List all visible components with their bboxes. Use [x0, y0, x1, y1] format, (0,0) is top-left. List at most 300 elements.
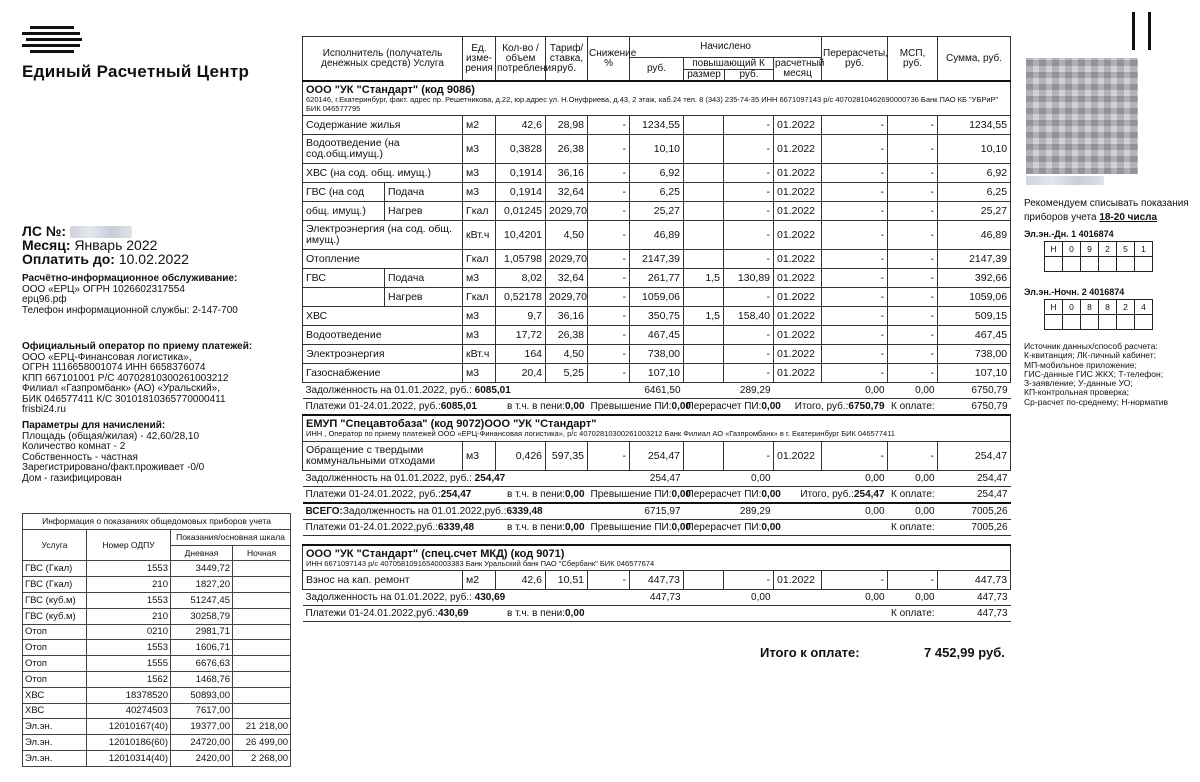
summary-cell: [588, 399, 691, 416]
total-msp: 0,00: [888, 470, 938, 486]
sum-cell: 6,25: [938, 183, 1011, 202]
recalc-pi-value: 0,00: [761, 401, 781, 412]
recalc-pi-label: Перерасчет ПИ:: [686, 521, 762, 533]
summary-cell: [684, 486, 781, 503]
odpu-day: 3449,72: [171, 561, 233, 577]
raise-size-cell: [684, 183, 724, 202]
params-header: Параметры для начислений:: [22, 420, 166, 431]
recalc-cell: -: [822, 202, 888, 221]
section-requisites: ИНН 6671097143 р/с 40705810916540003383 Банк Уральский банк ПАО "Сбербанк" БИК 046577674: [306, 558, 655, 568]
raise-rub-cell: -: [724, 364, 774, 383]
odpu-number: 1553: [87, 561, 171, 577]
service-name: Электроэнергия: [303, 345, 463, 364]
odpu-number: 40274503: [87, 703, 171, 719]
h-rub: руб.: [630, 58, 684, 82]
odpu-night: [233, 561, 291, 577]
raise-rub-cell: -: [724, 250, 774, 269]
tariff-cell: 32,64: [546, 269, 588, 288]
reduction-cell: -: [588, 345, 630, 364]
section-title: ЕМУП "Спецавтобаза" (код 9072)ООО "УК "Стандарт": [306, 418, 597, 430]
debt-label: Задолженность на 01.01.2022, руб.:: [305, 385, 472, 396]
recommend-line: Рекомендуем списывать показания: [1024, 198, 1189, 209]
service-subtype: Подача: [385, 183, 463, 202]
qty-cell: 8,02: [496, 269, 546, 288]
accrued-cell: 2147,39: [630, 250, 684, 269]
msp-cell: -: [888, 364, 938, 383]
total-sum: 254,47: [938, 470, 1011, 486]
qty-cell: 42,6: [496, 116, 546, 135]
month-cell: 01.2022: [774, 269, 822, 288]
odpu-number: 12010186(60): [87, 735, 171, 751]
total-recalc: 0,00: [774, 470, 888, 486]
odpu-night: [233, 656, 291, 672]
service-subtype: Нагрев: [385, 202, 463, 221]
sum-cell: 46,89: [938, 221, 1011, 250]
meter-digit: 9: [1081, 242, 1099, 257]
summary-cell: [496, 486, 588, 503]
unit-cell: м3: [463, 441, 496, 470]
service-row: [303, 135, 1011, 164]
odpu-night: 26 499,00: [233, 735, 291, 751]
qty-cell: 0,01245: [496, 202, 546, 221]
itog-value: 6750,79: [848, 401, 885, 412]
odpu-row: [23, 735, 291, 751]
summary-cell: [303, 606, 496, 622]
debt-value: 6085,01: [474, 385, 511, 396]
month-cell: 01.2022: [774, 288, 822, 307]
service-row: [303, 288, 1011, 307]
month-cell: 01.2022: [774, 250, 822, 269]
raise-size-cell: [684, 116, 724, 135]
h-month: расчетный месяц: [775, 58, 825, 79]
summary-cell: [303, 503, 588, 520]
service-subtype: Подача: [385, 269, 463, 288]
recalc-pi-label: Перерасчет ПИ:: [686, 488, 762, 500]
summary-row: [303, 519, 1011, 535]
accrued-cell: 6,92: [630, 164, 684, 183]
odpu-day: 2420,00: [171, 750, 233, 766]
odpu-number: 1555: [87, 656, 171, 672]
total-raise: 289,29: [684, 383, 774, 399]
raise-size-cell: [684, 326, 724, 345]
params-line: Дом - газифицирован: [22, 472, 122, 484]
sum-cell: 392,66: [938, 269, 1011, 288]
odpu-night: [233, 608, 291, 624]
invoice-table: [302, 36, 1011, 622]
h-raising: повышающий К: [684, 59, 773, 70]
raise-rub-cell: -: [724, 202, 774, 221]
qty-cell: 0,1914: [496, 164, 546, 183]
service-row: [303, 345, 1011, 364]
meter-day-label: Эл.эн.-Дн. 1 4016874: [1024, 229, 1114, 239]
summary-cell: [303, 470, 588, 486]
service-line: Телефон информационной службы: 2-147-700: [22, 304, 238, 316]
odpu-day: 1606,71: [171, 640, 233, 656]
raise-size-cell: [684, 364, 724, 383]
accrued-cell: 467,45: [630, 326, 684, 345]
odpu-service: Эл.эн.: [23, 735, 87, 751]
unit-cell: м3: [463, 164, 496, 183]
service-row: [303, 202, 1011, 221]
meter-digit: Н: [1045, 242, 1063, 257]
tariff-cell: 2029,70: [546, 250, 588, 269]
unit-cell: м3: [463, 307, 496, 326]
summary-cell: [303, 519, 496, 535]
tariff-cell: 28,98: [546, 116, 588, 135]
debt-label: Задолженность на 01.01.2022, руб.:: [305, 592, 472, 603]
msp-cell: -: [888, 202, 938, 221]
meter-digit: 5: [1117, 242, 1135, 257]
raise-size-cell: [684, 571, 724, 590]
total-sum: 447,73: [938, 590, 1011, 606]
itog-value: 254,47: [853, 488, 885, 500]
service-name: Обращение с твердыми коммунальными отходами: [303, 441, 463, 470]
raise-rub-cell: -: [724, 183, 774, 202]
raise-size-cell: [684, 345, 724, 364]
summary-cell: [303, 590, 588, 606]
month-cell: 01.2022: [774, 441, 822, 470]
service-row: [303, 364, 1011, 383]
total-raise: 0,00: [684, 590, 774, 606]
odpu-day: 1468,76: [171, 671, 233, 687]
sum-cell: 10,10: [938, 135, 1011, 164]
raise-size-cell: 1,5: [684, 307, 724, 326]
service-row: [303, 164, 1011, 183]
odpu-service: Отоп: [23, 640, 87, 656]
sum-cell: 447,73: [938, 571, 1011, 590]
odpu-night: [233, 671, 291, 687]
odpu-service: Эл.эн.: [23, 719, 87, 735]
service-row: [303, 250, 1011, 269]
unit-cell: кВт.ч: [463, 221, 496, 250]
service-row: [303, 221, 1011, 250]
reduction-cell: -: [588, 221, 630, 250]
grand-total-value: 7 452,99 руб.: [924, 645, 1005, 660]
service-row: [303, 183, 1011, 202]
raise-rub-cell: -: [724, 326, 774, 345]
month-cell: 01.2022: [774, 326, 822, 345]
raise-size-cell: [684, 202, 724, 221]
service-line: ерц96.рф: [22, 294, 67, 305]
payments-label: Платежи 01-24.01.2022, руб.:: [305, 488, 441, 500]
raise-rub-cell: -: [724, 345, 774, 364]
month-cell: 01.2022: [774, 307, 822, 326]
odpu-service: ГВС (куб.м): [23, 592, 87, 608]
legend-line: К-квитанция; ЛК-личный кабинет;: [1024, 350, 1156, 361]
summary-row: [303, 606, 1011, 622]
odpu-service: ГВС (куб.м): [23, 608, 87, 624]
odpu-day: 6676,63: [171, 656, 233, 672]
raise-rub-cell: -: [724, 164, 774, 183]
payments-value: 6339,48: [437, 521, 475, 533]
recalc-cell: -: [822, 288, 888, 307]
meter-digit: 8: [1081, 300, 1099, 315]
recalc-cell: -: [822, 250, 888, 269]
odpu-h-readings: Показания/основная шкала: [171, 529, 291, 545]
accrued-cell: 10,10: [630, 135, 684, 164]
to-pay-label: К оплате:: [888, 486, 938, 503]
operator-line: ООО «ЕРЦ-Финансовая логистика»,: [22, 351, 192, 363]
payments-label: Платежи 01-24.01.2022,руб.:: [305, 608, 438, 619]
odpu-service: ХВС: [23, 703, 87, 719]
msp-cell: -: [888, 326, 938, 345]
accrued-cell: 25,27: [630, 202, 684, 221]
odpu-night: 2 268,00: [233, 750, 291, 766]
service-row: [303, 571, 1011, 590]
meter-digit: 8: [1099, 300, 1117, 315]
service-row: [303, 326, 1011, 345]
payments-value: 6085,01: [440, 401, 477, 412]
odpu-row: [23, 671, 291, 687]
odpu-h-night: Ночная: [233, 545, 291, 561]
legend-line: ГИС-данные ГИС ЖКХ; Т-телефон;: [1024, 368, 1164, 379]
total-raise: 289,29: [684, 503, 774, 520]
penalty-label: в т.ч. в пени:: [506, 608, 566, 619]
service-row: [303, 307, 1011, 326]
odpu-night: 21 218,00: [233, 719, 291, 735]
to-pay-value: 447,73: [938, 606, 1011, 622]
tariff-cell: 4,50: [546, 221, 588, 250]
total-accrued: 6715,97: [588, 503, 684, 520]
sum-cell: 1059,06: [938, 288, 1011, 307]
total-msp: 0,00: [888, 590, 938, 606]
sum-cell: 509,15: [938, 307, 1011, 326]
corner-marker-icon: [1132, 12, 1156, 57]
params-line: Собственность - частная: [22, 451, 138, 463]
meter-digit: 0: [1063, 242, 1081, 257]
qty-cell: 20,4: [496, 364, 546, 383]
odpu-day: 2981,71: [171, 624, 233, 640]
unit-cell: кВт.ч: [463, 345, 496, 364]
service-row: [303, 269, 1011, 288]
msp-cell: -: [888, 250, 938, 269]
excess-label: Превышение ПИ:: [590, 488, 672, 500]
service-name: Электроэнергия (на сод. общ. имущ.): [303, 221, 463, 250]
accrued-cell: 46,89: [630, 221, 684, 250]
odpu-night: [233, 703, 291, 719]
operator-line: Филиал «Газпромбанк» (АО) «Уральский»,: [22, 383, 221, 394]
meter-night-label: Эл.эн.-Ночн. 2 4016874: [1024, 287, 1125, 297]
service-name: [303, 288, 385, 307]
accrued-cell: 447,73: [630, 571, 684, 590]
reduction-cell: -: [588, 116, 630, 135]
debt-value: 430,69: [474, 592, 506, 603]
month-cell: 01.2022: [774, 571, 822, 590]
odpu-row: [23, 624, 291, 640]
raise-rub-cell: -: [724, 571, 774, 590]
summary-row: [303, 470, 1011, 486]
odpu-row: [23, 750, 291, 766]
section-requisites: ИНН , Оператор по приему платежей ООО «ЕРЦ-Финансовая логистика», р/с 40702810300261003212 Банк Филиал АО «Газпромбанк» в г. Екатеринбург БИК 046577411: [306, 429, 895, 438]
raise-rub-cell: -: [724, 441, 774, 470]
qty-cell: 10,4201: [496, 221, 546, 250]
msp-cell: -: [888, 571, 938, 590]
raise-size-cell: [684, 135, 724, 164]
unit-cell: м3: [463, 326, 496, 345]
sum-cell: 467,45: [938, 326, 1011, 345]
qty-cell: 17,72: [496, 326, 546, 345]
month-cell: 01.2022: [774, 183, 822, 202]
odpu-service: Эл.эн.: [23, 750, 87, 766]
tariff-cell: 32,64: [546, 183, 588, 202]
qty-cell: 0,3828: [496, 135, 546, 164]
msp-cell: -: [888, 116, 938, 135]
odpu-number: 210: [87, 608, 171, 624]
raise-size-cell: [684, 164, 724, 183]
odpu-row: [23, 656, 291, 672]
odpu-row: [23, 577, 291, 593]
odpu-day: 1827,20: [171, 577, 233, 593]
qty-cell: 0,52178: [496, 288, 546, 307]
to-pay-label: К оплате:: [888, 606, 938, 622]
summary-cell: [684, 519, 781, 535]
qr-code-icon: [1026, 58, 1138, 174]
service-name: Отопление: [303, 250, 463, 269]
h-unit: Ед. изме- рения: [463, 37, 496, 82]
operator-line: ОГРН 1116658001074 ИНН 6658376074: [22, 362, 206, 373]
reduction-cell: -: [588, 250, 630, 269]
reduction-cell: -: [588, 269, 630, 288]
params-line: Площадь (общая/жилая) - 42,60/28,10: [22, 430, 200, 442]
odpu-service: ХВС: [23, 687, 87, 703]
penalty-value: 0,00: [565, 488, 585, 500]
total-sum: 7005,26: [938, 503, 1011, 520]
operator-line: frisbi24.ru: [22, 404, 66, 415]
odpu-service: Отоп: [23, 656, 87, 672]
unit-cell: м3: [463, 135, 496, 164]
unit-cell: Гкал: [463, 288, 496, 307]
odpu-row: [23, 592, 291, 608]
service-row: [303, 441, 1011, 470]
month-cell: 01.2022: [774, 364, 822, 383]
pay-by-label: Оплатить до:: [22, 251, 115, 267]
raise-size-cell: [684, 250, 724, 269]
recalc-cell: -: [822, 326, 888, 345]
accrued-cell: 1234,55: [630, 116, 684, 135]
to-pay-value: 254,47: [938, 486, 1011, 503]
params-line: Зарегистрировано/факт.проживает -0/0: [22, 462, 205, 473]
msp-cell: -: [888, 441, 938, 470]
summary-cell: [303, 399, 496, 416]
raise-rub-cell: 158,40: [724, 307, 774, 326]
section-header: [303, 415, 1011, 441]
legend-line: Источник данных/способ расчета:: [1024, 341, 1158, 351]
tariff-cell: 4,50: [546, 345, 588, 364]
section-requisites: 620146, г.Екатеринбург, факт. адрес пр. Решетникова, д.22, юр.адрес ул. Н.Онуфриева, д.43, 2 этаж, каб.24 тел. 8 (343) 235-74-35 ИНН 6671097143 р/с 40702810462690000736 Банк ПАО КБ "УБРиР" БИК 046577795: [306, 95, 999, 113]
section-title: ООО "УК "Стандарт" (код 9086): [306, 84, 475, 96]
operator-line: БИК 046577411 К/С 30101810365770000411: [22, 393, 226, 405]
odpu-day: 7617,00: [171, 703, 233, 719]
meter-digit: Н: [1045, 300, 1063, 315]
h-executor: Исполнитель (получатель денежных средств) Услуга: [303, 37, 463, 82]
qty-cell: 9,7: [496, 307, 546, 326]
recalc-cell: -: [822, 116, 888, 135]
excess-label: Превышение ПИ:: [590, 521, 672, 533]
month-cell: 01.2022: [774, 221, 822, 250]
service-name: Взнос на кап. ремонт: [303, 571, 463, 590]
h-tariff: Тариф/ ставка, руб.: [546, 37, 588, 82]
accrued-cell: 1059,06: [630, 288, 684, 307]
payments-value: 430,69: [437, 608, 469, 619]
msp-cell: -: [888, 183, 938, 202]
section-title: ООО "УК "Стандарт" (спец.счет МКД) (код 9071): [306, 547, 565, 560]
reduction-cell: -: [588, 135, 630, 164]
odpu-row: [23, 687, 291, 703]
odpu-day: 30258,79: [171, 608, 233, 624]
h-raising-group: [684, 58, 774, 82]
table-cell: [303, 535, 1011, 545]
accrued-cell: 6,25: [630, 183, 684, 202]
summary-row: [303, 503, 1011, 520]
erc-logo-icon: [22, 26, 82, 61]
total-accrued: 6461,50: [588, 383, 684, 399]
msp-cell: -: [888, 164, 938, 183]
penalty-value: 0,00: [565, 401, 585, 412]
odpu-number: 1553: [87, 592, 171, 608]
odpu-night: [233, 577, 291, 593]
msp-cell: -: [888, 135, 938, 164]
to-pay-value: 7005,26: [938, 519, 1011, 535]
odpu-service: Отоп: [23, 671, 87, 687]
tariff-cell: 2029,70: [546, 202, 588, 221]
odpu-night: [233, 687, 291, 703]
odpu-h-number: Номер ОДПУ: [87, 529, 171, 561]
tariff-cell: 26,38: [546, 135, 588, 164]
h-qty: Кол-во / объем потребления: [496, 37, 546, 82]
recalc-cell: -: [822, 364, 888, 383]
tariff-cell: 10,51: [546, 571, 588, 590]
service-name: ХВС: [303, 307, 463, 326]
service-info: [22, 274, 238, 316]
recommendation: [1024, 197, 1189, 225]
service-line: ООО «ЕРЦ» ОГРН 1026602317554: [22, 283, 185, 295]
odpu-h-service: Услуга: [23, 529, 87, 561]
h-reduction: Снижение %: [588, 37, 630, 82]
recalc-cell: -: [822, 345, 888, 364]
excess-value: 0,00: [671, 488, 691, 500]
qty-cell: 42,6: [496, 571, 546, 590]
recalc-pi-label: Перерасчет ПИ:: [686, 401, 762, 412]
unit-cell: м3: [463, 364, 496, 383]
section-header: [303, 81, 1011, 116]
month-value: Январь 2022: [74, 237, 158, 253]
total-debt-label: Задолженность на 01.01.2022,руб.:: [342, 505, 507, 517]
payments-label: Платежи 01-24.01.2022, руб.:: [305, 401, 441, 412]
odpu-service: ГВС (Гкал): [23, 561, 87, 577]
odpu-table: [22, 513, 291, 767]
penalty-label: в т.ч. в пени:: [506, 401, 566, 412]
penalty-value: 0,00: [565, 521, 585, 533]
unit-cell: м2: [463, 116, 496, 135]
sum-cell: 6,92: [938, 164, 1011, 183]
summary-row: [303, 383, 1011, 399]
reduction-cell: -: [588, 441, 630, 470]
unit-cell: м3: [463, 183, 496, 202]
service-subtype: Нагрев: [385, 288, 463, 307]
recalc-cell: -: [822, 221, 888, 250]
summary-cell: [496, 606, 588, 622]
section-cell: [303, 415, 1011, 441]
excess-value: 0,00: [671, 521, 691, 533]
redacted-qr-caption: [1026, 176, 1104, 185]
msp-cell: -: [888, 345, 938, 364]
meter-digit: 2: [1099, 242, 1117, 257]
sum-cell: 107,10: [938, 364, 1011, 383]
spacer-row: [303, 535, 1011, 545]
odpu-day: 19377,00: [171, 719, 233, 735]
penalty-label: в т.ч. в пени:: [506, 488, 566, 500]
reduction-cell: -: [588, 364, 630, 383]
